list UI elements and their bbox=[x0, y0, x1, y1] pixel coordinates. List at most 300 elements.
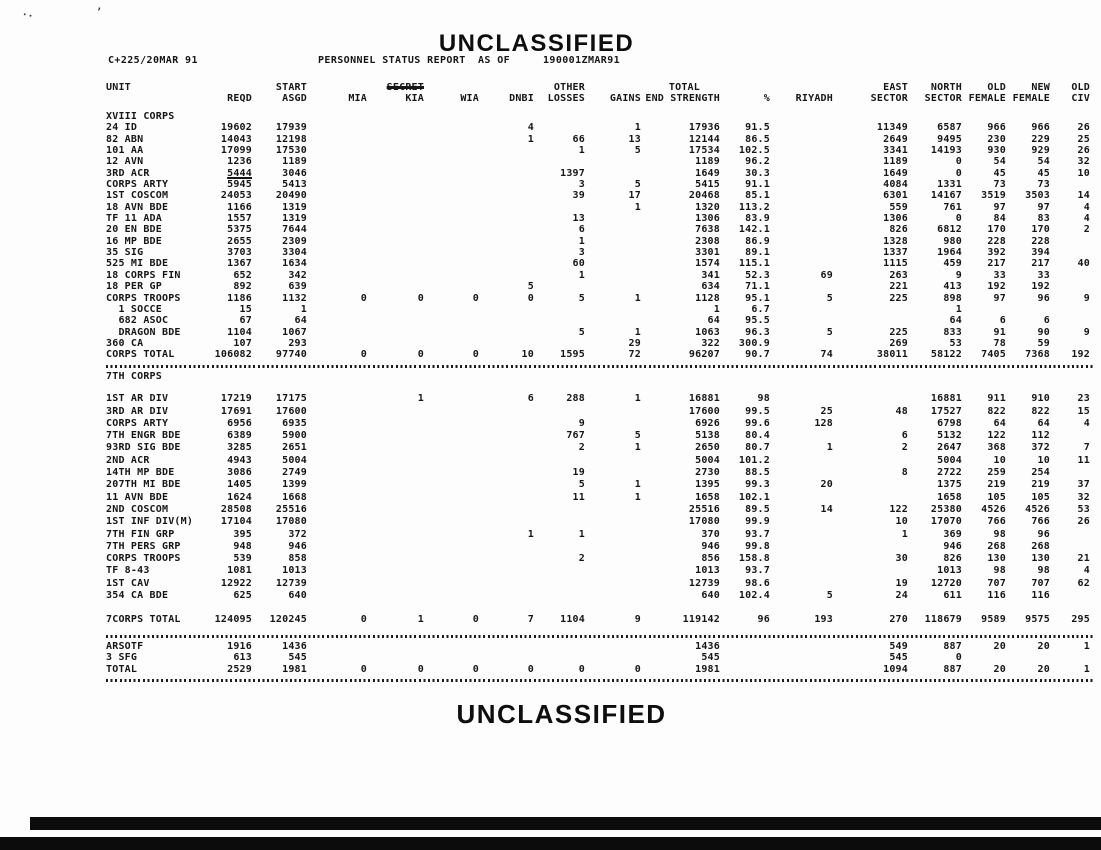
wia-cell bbox=[424, 430, 479, 442]
new-female-cell: 4526 bbox=[1025, 503, 1050, 515]
riyadh-cell bbox=[770, 202, 833, 213]
pct-cell: 102.4 bbox=[738, 590, 770, 602]
kia-cell bbox=[367, 565, 424, 577]
new-female-cell: 217 bbox=[1031, 258, 1050, 270]
asgd-cell: 1634 bbox=[282, 258, 307, 270]
mia-cell bbox=[307, 156, 367, 167]
table-row bbox=[106, 393, 1094, 405]
old-female-cell: 192 bbox=[987, 281, 1006, 293]
old-female-cell: 45 bbox=[993, 167, 1006, 179]
mia-cell: 0 bbox=[360, 349, 367, 361]
table-row bbox=[106, 270, 1094, 281]
dnbi-cell: 0 bbox=[527, 292, 534, 304]
dotted-separator bbox=[106, 679, 1094, 682]
riyadh-cell: 5 bbox=[826, 590, 833, 602]
north-sector-cell: 1013 bbox=[937, 565, 962, 577]
old-female-cell: OLD bbox=[987, 82, 1006, 93]
wia-cell bbox=[424, 553, 479, 565]
gains-cell bbox=[585, 467, 641, 479]
handwritten-mark: ’ bbox=[96, 7, 103, 18]
gains-cell bbox=[585, 418, 641, 430]
east-sector-cell: SECTOR bbox=[870, 93, 908, 104]
east-sector-cell: 1306 bbox=[883, 213, 908, 225]
asgd-cell: 17080 bbox=[275, 516, 307, 528]
dnbi-cell: 6 bbox=[527, 393, 534, 405]
unit-cell: 1ST INF DIV(M) bbox=[106, 516, 194, 528]
east-sector-cell: 263 bbox=[889, 269, 908, 281]
table-row bbox=[106, 168, 1094, 179]
spacer-row bbox=[106, 602, 1094, 613]
dnbi-cell: 5 bbox=[527, 281, 534, 293]
other-losses-cell bbox=[534, 315, 585, 326]
east-sector-cell: 269 bbox=[889, 337, 908, 349]
old-civ-cell: 4 bbox=[1083, 201, 1090, 213]
end-strength-cell: 1320 bbox=[695, 201, 720, 213]
pct-cell bbox=[720, 641, 770, 652]
riyadh-cell bbox=[770, 553, 833, 565]
mia-cell bbox=[307, 553, 367, 565]
north-sector-cell: 9495 bbox=[937, 133, 962, 145]
gains-cell: 5 bbox=[634, 179, 641, 191]
other-losses-cell: 5 bbox=[578, 292, 585, 304]
new-female-cell: 254 bbox=[1031, 467, 1050, 479]
wia-cell bbox=[424, 455, 479, 467]
asgd-cell: 120245 bbox=[269, 613, 307, 625]
gains-cell bbox=[585, 258, 641, 269]
old-female-cell: 54 bbox=[993, 156, 1006, 168]
pct-cell bbox=[720, 664, 770, 675]
kia-cell bbox=[367, 641, 424, 652]
unit-cell: 11 AVN BDE bbox=[106, 491, 169, 503]
kia-cell bbox=[367, 190, 424, 201]
new-female-cell: 170 bbox=[1031, 224, 1050, 236]
end-strength-cell: 17080 bbox=[688, 516, 720, 528]
mia-cell bbox=[307, 578, 367, 590]
table-row bbox=[106, 247, 1094, 258]
other-losses-cell bbox=[534, 578, 585, 590]
handwritten-mark: .. bbox=[20, 6, 36, 21]
pct-cell: 91.1 bbox=[745, 179, 770, 191]
kia-cell bbox=[367, 247, 424, 258]
gains-cell: 9 bbox=[634, 613, 641, 625]
reqd-cell: 67 bbox=[239, 315, 252, 327]
new-female-cell: 112 bbox=[1031, 430, 1050, 442]
as-of-datetime: 190001ZMAR91 bbox=[543, 55, 621, 66]
end-strength-cell: 3301 bbox=[695, 247, 720, 259]
dnbi-cell bbox=[479, 168, 534, 179]
pct-cell: 101.2 bbox=[738, 454, 770, 466]
dnbi-cell bbox=[479, 641, 534, 652]
unit-cell: CORPS TROOPS bbox=[106, 553, 181, 565]
unit-cell: TF 8-43 bbox=[106, 565, 150, 577]
table-row bbox=[106, 315, 1094, 326]
wia-cell bbox=[424, 338, 479, 349]
north-sector-cell: 2647 bbox=[937, 442, 962, 454]
old-female-cell: 822 bbox=[987, 405, 1006, 417]
east-sector-cell: 221 bbox=[889, 281, 908, 293]
dnbi-cell: 1 bbox=[527, 528, 534, 540]
table-row bbox=[106, 504, 1094, 516]
end-strength-cell: 2308 bbox=[695, 235, 720, 247]
reqd-cell: 17099 bbox=[220, 145, 252, 157]
reqd-cell: 6956 bbox=[227, 417, 252, 429]
pct-cell: 99.6 bbox=[745, 417, 770, 429]
dnbi-cell bbox=[479, 516, 534, 528]
wia-cell bbox=[424, 224, 479, 235]
section-label: XVIII CORPS bbox=[106, 111, 175, 122]
reqd-cell: 6389 bbox=[227, 430, 252, 442]
dnbi-cell bbox=[479, 270, 534, 281]
riyadh-cell bbox=[770, 258, 833, 269]
table-row bbox=[106, 190, 1094, 201]
end-strength-cell: 12739 bbox=[688, 577, 720, 589]
old-female-cell: 4526 bbox=[981, 503, 1006, 515]
end-strength-cell: 17936 bbox=[688, 122, 720, 134]
reqd-cell: 15 bbox=[239, 303, 252, 315]
table-row bbox=[106, 430, 1094, 442]
old-civ-cell: 1 bbox=[1083, 663, 1090, 675]
old-female-cell: 170 bbox=[987, 224, 1006, 236]
pct-cell: 300.9 bbox=[738, 337, 770, 349]
old-civ-cell: 53 bbox=[1077, 503, 1090, 515]
kia-cell: KIA bbox=[405, 93, 424, 104]
new-female-cell: 228 bbox=[1031, 235, 1050, 247]
mia-cell bbox=[307, 247, 367, 258]
asgd-cell: 342 bbox=[288, 269, 307, 281]
mia-cell bbox=[307, 504, 367, 516]
reqd-cell: 17691 bbox=[220, 405, 252, 417]
other-losses-cell bbox=[534, 541, 585, 553]
reqd-cell: 3285 bbox=[227, 442, 252, 454]
dnbi-cell bbox=[479, 145, 534, 156]
dnbi-cell bbox=[479, 156, 534, 167]
column-header-row bbox=[106, 82, 1094, 93]
end-strength-cell: 17600 bbox=[688, 405, 720, 417]
gains-cell bbox=[585, 565, 641, 577]
unit-cell bbox=[106, 93, 206, 104]
east-sector-cell bbox=[833, 304, 908, 315]
old-civ-cell: 295 bbox=[1071, 613, 1090, 625]
unit-cell: 2ND ACR bbox=[106, 454, 150, 466]
riyadh-cell bbox=[770, 224, 833, 235]
kia-cell bbox=[367, 213, 424, 224]
asgd-cell: 372 bbox=[288, 528, 307, 540]
end-strength-cell: 2730 bbox=[695, 467, 720, 479]
wia-cell bbox=[424, 270, 479, 281]
riyadh-cell: 74 bbox=[820, 349, 833, 361]
end-strength-cell: 1658 bbox=[695, 491, 720, 503]
old-civ-cell bbox=[1050, 467, 1090, 479]
east-sector-cell: 2 bbox=[901, 442, 908, 454]
table-row bbox=[106, 304, 1094, 315]
old-female-cell: 3519 bbox=[981, 190, 1006, 202]
mia-cell bbox=[307, 281, 367, 292]
asgd-cell: 1319 bbox=[282, 213, 307, 225]
mia-cell: 0 bbox=[360, 292, 367, 304]
kia-cell bbox=[367, 442, 424, 454]
east-sector-cell: 1189 bbox=[883, 156, 908, 168]
other-losses-cell: 60 bbox=[572, 258, 585, 270]
east-sector-cell: 3341 bbox=[883, 145, 908, 157]
reqd-cell bbox=[206, 82, 252, 93]
new-female-cell: 83 bbox=[1037, 213, 1050, 225]
pct-cell: 98 bbox=[757, 393, 770, 405]
riyadh-cell bbox=[770, 652, 833, 663]
table-row bbox=[106, 156, 1094, 167]
north-sector-cell: 17070 bbox=[930, 516, 962, 528]
old-female-cell: 9589 bbox=[981, 613, 1006, 625]
east-sector-cell: 559 bbox=[889, 201, 908, 213]
reqd-cell: REQD bbox=[227, 93, 252, 104]
wia-cell bbox=[424, 479, 479, 491]
asgd-cell: 1067 bbox=[282, 326, 307, 338]
mia-cell bbox=[307, 406, 367, 418]
east-sector-cell bbox=[833, 565, 908, 577]
riyadh-cell: 14 bbox=[820, 503, 833, 515]
old-civ-cell: 23 bbox=[1077, 393, 1090, 405]
old-female-cell: 91 bbox=[993, 326, 1006, 338]
north-sector-cell: 2722 bbox=[937, 467, 962, 479]
unit-cell: 1 SOCCE bbox=[106, 303, 162, 315]
end-strength-cell: END STRENGTH bbox=[645, 93, 720, 104]
new-female-cell: 192 bbox=[1031, 281, 1050, 293]
gains-cell: 1 bbox=[634, 122, 641, 134]
dnbi-cell: 1 bbox=[527, 133, 534, 145]
gains-cell bbox=[585, 224, 641, 235]
other-losses-cell bbox=[534, 565, 585, 577]
dnbi-cell bbox=[479, 190, 534, 201]
dnbi-cell bbox=[479, 455, 534, 467]
unit-cell: CORPS ARTY bbox=[106, 179, 169, 191]
wia-cell bbox=[424, 258, 479, 269]
dnbi-cell bbox=[479, 406, 534, 418]
north-sector-cell: 413 bbox=[943, 281, 962, 293]
wia-cell bbox=[424, 134, 479, 145]
wia-cell bbox=[424, 281, 479, 292]
other-losses-cell: 1397 bbox=[560, 167, 585, 179]
pct-cell: 89.5 bbox=[745, 503, 770, 515]
gains-cell bbox=[585, 82, 641, 93]
asgd-cell: 17939 bbox=[275, 122, 307, 134]
old-civ-cell: 32 bbox=[1077, 156, 1090, 168]
reqd-cell: 2655 bbox=[227, 235, 252, 247]
old-female-cell: 219 bbox=[987, 479, 1006, 491]
dnbi-cell bbox=[479, 327, 534, 338]
other-losses-cell: LOSSES bbox=[547, 93, 585, 104]
unit-cell: ARSOTF bbox=[106, 641, 144, 653]
wia-cell: 0 bbox=[472, 292, 479, 304]
old-civ-cell: 26 bbox=[1077, 516, 1090, 528]
other-losses-cell: 767 bbox=[566, 430, 585, 442]
north-sector-cell: 6798 bbox=[937, 417, 962, 429]
mia-cell bbox=[307, 641, 367, 652]
reqd-cell: 652 bbox=[233, 269, 252, 281]
asgd-cell: 640 bbox=[288, 590, 307, 602]
other-losses-cell: 5 bbox=[578, 326, 585, 338]
old-civ-cell: 2 bbox=[1083, 224, 1090, 236]
old-female-cell: 73 bbox=[993, 179, 1006, 191]
pct-cell: 102.5 bbox=[738, 145, 770, 157]
north-sector-cell: 887 bbox=[943, 641, 962, 653]
new-female-cell: 98 bbox=[1037, 565, 1050, 577]
dnbi-cell bbox=[479, 213, 534, 224]
end-strength-cell: 1063 bbox=[695, 326, 720, 338]
riyadh-cell bbox=[770, 122, 833, 133]
gains-cell bbox=[585, 156, 641, 167]
gains-cell bbox=[585, 516, 641, 528]
riyadh-cell: 1 bbox=[826, 442, 833, 454]
gains-cell: 1 bbox=[634, 326, 641, 338]
end-strength-cell: 1306 bbox=[695, 213, 720, 225]
kia-cell bbox=[367, 504, 424, 516]
old-female-cell: 64 bbox=[993, 417, 1006, 429]
east-sector-cell: 225 bbox=[889, 326, 908, 338]
asgd-cell: 1436 bbox=[282, 641, 307, 653]
east-sector-cell: 1337 bbox=[883, 247, 908, 259]
wia-cell: 0 bbox=[472, 663, 479, 675]
old-civ-cell: 40 bbox=[1077, 258, 1090, 270]
reqd-cell: 892 bbox=[233, 281, 252, 293]
dnbi-cell: 4 bbox=[527, 122, 534, 134]
asgd-cell: 12739 bbox=[275, 577, 307, 589]
table-row bbox=[106, 213, 1094, 224]
wia-cell bbox=[424, 565, 479, 577]
east-sector-cell: 1094 bbox=[883, 663, 908, 675]
end-strength-cell: 6926 bbox=[695, 417, 720, 429]
other-losses-cell bbox=[534, 202, 585, 213]
reqd-cell: 5444 bbox=[227, 167, 252, 179]
kia-cell bbox=[367, 578, 424, 590]
mia-cell bbox=[307, 190, 367, 201]
other-losses-cell: 1 bbox=[578, 145, 585, 157]
other-losses-cell bbox=[534, 406, 585, 418]
other-losses-cell bbox=[534, 338, 585, 349]
dnbi-cell bbox=[479, 202, 534, 213]
other-losses-cell: 0 bbox=[578, 663, 585, 675]
pct-cell: 83.9 bbox=[745, 213, 770, 225]
old-civ-cell: 26 bbox=[1077, 145, 1090, 157]
mia-cell bbox=[307, 236, 367, 247]
old-civ-cell: 4 bbox=[1083, 213, 1090, 225]
old-female-cell: 230 bbox=[987, 133, 1006, 145]
kia-cell bbox=[367, 134, 424, 145]
new-female-cell: 59 bbox=[1037, 337, 1050, 349]
classification-banner-top: UNCLASSIFIED bbox=[438, 30, 635, 57]
kia-cell bbox=[367, 338, 424, 349]
east-sector-cell bbox=[833, 393, 908, 405]
north-sector-cell: 1375 bbox=[937, 479, 962, 491]
pct-cell: 95.5 bbox=[745, 315, 770, 327]
old-civ-cell bbox=[1050, 529, 1090, 541]
north-sector-cell: 53 bbox=[949, 337, 962, 349]
kia-cell bbox=[367, 156, 424, 167]
unit-cell: 20 EN BDE bbox=[106, 224, 162, 236]
north-sector-cell: 1964 bbox=[937, 247, 962, 259]
mia-cell bbox=[307, 492, 367, 504]
reqd-cell: 3703 bbox=[227, 247, 252, 259]
east-sector-cell: 826 bbox=[889, 224, 908, 236]
asgd-cell: 2749 bbox=[282, 467, 307, 479]
new-female-cell: 20 bbox=[1037, 663, 1050, 675]
table-row bbox=[106, 529, 1094, 541]
reqd-cell: 3086 bbox=[227, 467, 252, 479]
reqd-cell: 124095 bbox=[214, 613, 252, 625]
pct-cell bbox=[720, 652, 770, 663]
unit-cell: 35 SIG bbox=[106, 247, 144, 259]
unit-cell: 207TH MI BDE bbox=[106, 479, 181, 491]
old-civ-cell bbox=[1050, 281, 1090, 292]
gains-cell bbox=[585, 504, 641, 516]
wia-cell bbox=[424, 590, 479, 602]
asgd-cell: 7644 bbox=[282, 224, 307, 236]
kia-cell bbox=[367, 327, 424, 338]
unit-cell: 682 ASOC bbox=[106, 315, 169, 327]
scan-artifact-black-bar bbox=[30, 817, 1101, 830]
old-female-cell: 966 bbox=[987, 122, 1006, 134]
other-losses-cell: 39 bbox=[572, 190, 585, 202]
wia-cell bbox=[424, 156, 479, 167]
dnbi-cell bbox=[479, 504, 534, 516]
riyadh-cell bbox=[770, 190, 833, 201]
wia-cell bbox=[424, 652, 479, 663]
new-female-cell: 3503 bbox=[1025, 190, 1050, 202]
unit-cell: CORPS ARTY bbox=[106, 417, 169, 429]
north-sector-cell: 887 bbox=[943, 663, 962, 675]
other-losses-cell: 3 bbox=[578, 247, 585, 259]
pct-cell: 90.7 bbox=[745, 349, 770, 361]
end-strength-cell: 545 bbox=[701, 652, 720, 664]
wia-cell bbox=[424, 492, 479, 504]
north-sector-cell: 58122 bbox=[930, 349, 962, 361]
kia-cell bbox=[367, 224, 424, 235]
east-sector-cell: 38011 bbox=[876, 349, 908, 361]
kia-cell bbox=[367, 516, 424, 528]
old-female-cell: 930 bbox=[987, 145, 1006, 157]
dnbi-cell: DNBI bbox=[509, 93, 534, 104]
east-sector-cell: 48 bbox=[895, 405, 908, 417]
old-civ-cell: 26 bbox=[1077, 122, 1090, 134]
mia-cell bbox=[307, 134, 367, 145]
pct-cell: 96.2 bbox=[745, 156, 770, 168]
kia-cell bbox=[367, 406, 424, 418]
north-sector-cell: 17527 bbox=[930, 405, 962, 417]
dnbi-cell bbox=[479, 479, 534, 491]
dnbi-cell bbox=[479, 590, 534, 602]
dotted-separator bbox=[106, 635, 1094, 638]
wia-cell: WIA bbox=[460, 93, 479, 104]
mia-cell bbox=[307, 442, 367, 454]
mia-cell bbox=[307, 541, 367, 553]
end-strength-cell: 1436 bbox=[695, 641, 720, 653]
old-female-cell: 84 bbox=[993, 213, 1006, 225]
table-row bbox=[106, 122, 1094, 133]
unit-cell: UNIT bbox=[106, 82, 131, 93]
end-strength-cell: 5415 bbox=[695, 179, 720, 191]
table-row bbox=[106, 578, 1094, 590]
north-sector-cell: 1331 bbox=[937, 179, 962, 191]
kia-cell: 0 bbox=[417, 292, 424, 304]
other-losses-cell: 1595 bbox=[560, 349, 585, 361]
kia-cell bbox=[367, 270, 424, 281]
other-losses-cell bbox=[534, 641, 585, 652]
asgd-cell: ASGD bbox=[282, 93, 307, 104]
east-sector-cell: 549 bbox=[889, 641, 908, 653]
kia-cell: SECRET bbox=[386, 82, 424, 93]
north-sector-cell: 14193 bbox=[930, 145, 962, 157]
other-losses-cell: 66 bbox=[572, 133, 585, 145]
new-female-cell bbox=[1006, 652, 1050, 663]
dnbi-cell bbox=[479, 492, 534, 504]
